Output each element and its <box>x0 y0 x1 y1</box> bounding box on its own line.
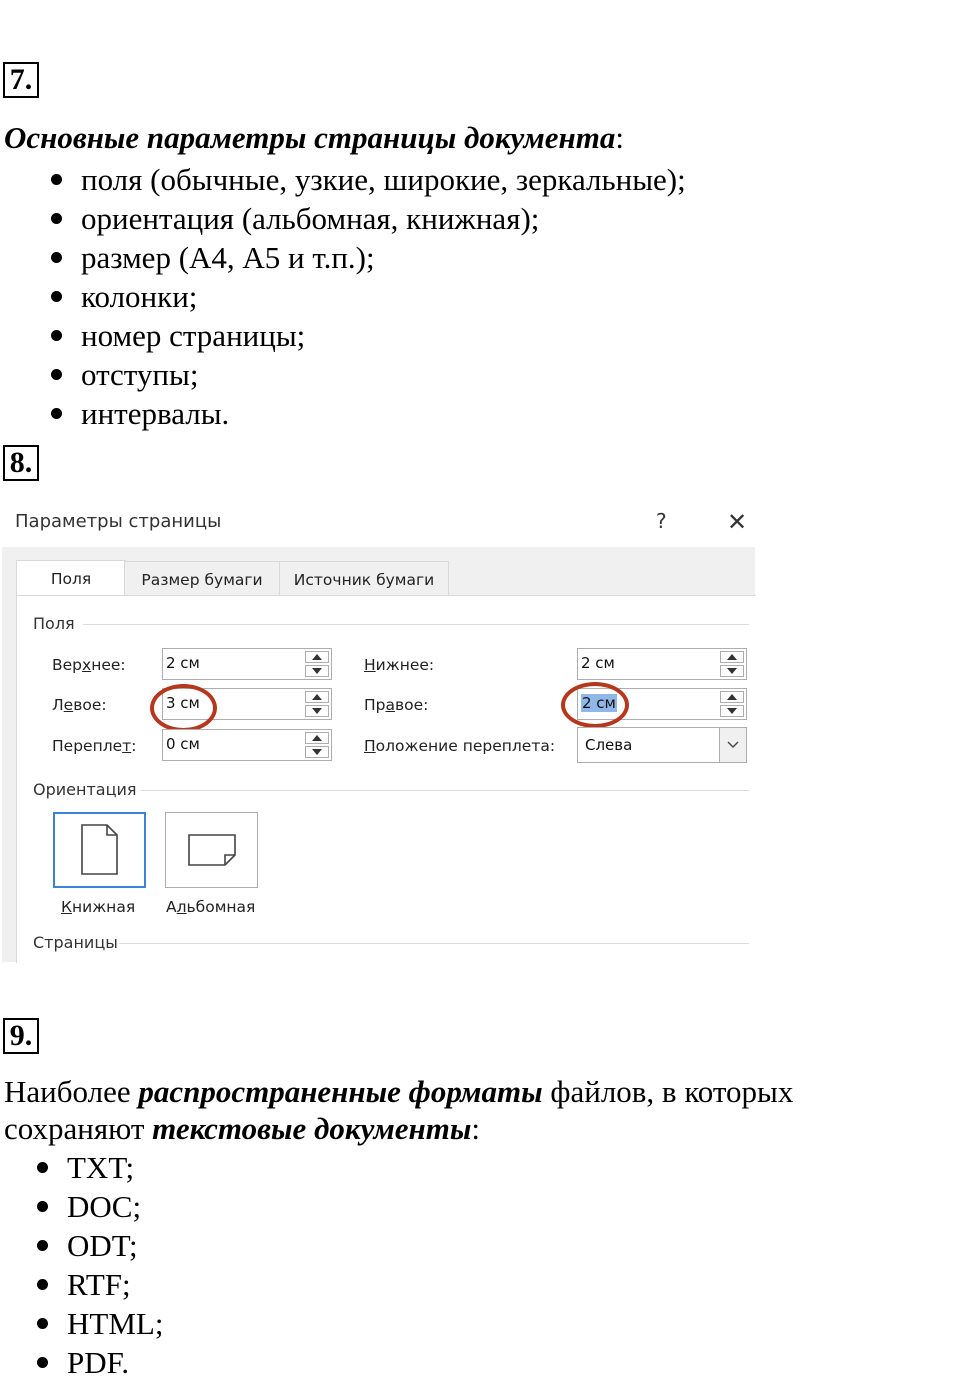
margins-panel <box>16 595 756 963</box>
gutter-position-value[interactable]: Слева <box>585 736 633 754</box>
close-icon[interactable]: ✕ <box>727 508 748 536</box>
left-margin-value[interactable]: 3 см <box>166 694 200 712</box>
paragraph-text: Наиболее <box>4 1074 139 1109</box>
arrow-up-icon[interactable] <box>720 691 744 703</box>
arrow-up-icon[interactable] <box>720 651 744 663</box>
arrow-up-icon[interactable] <box>305 651 329 663</box>
left-margin-label: Левое: <box>52 696 107 714</box>
section-7-heading-colon: : <box>615 120 624 155</box>
right-margin-spinner[interactable] <box>577 688 747 720</box>
gutter-value[interactable]: 0 см <box>166 735 200 753</box>
portrait-button[interactable] <box>53 812 146 888</box>
group-divider <box>119 943 749 944</box>
paragraph-text: : <box>471 1111 481 1146</box>
arrow-down-icon[interactable] <box>305 746 329 758</box>
page-setup-dialog <box>0 500 760 962</box>
spinner-arrows <box>305 691 329 717</box>
arrow-down-icon[interactable] <box>720 665 744 677</box>
list-item: RTF; <box>67 1265 163 1304</box>
page-parameters-list <box>81 160 686 433</box>
orientation-group-label: Ориентация <box>33 780 137 799</box>
list-item: размер (А4, А5 и т.п.); <box>81 238 686 277</box>
dialog-title: Параметры страницы <box>15 511 222 532</box>
spinner-arrows <box>305 651 329 677</box>
portrait-page-icon <box>55 814 144 886</box>
dialog-body <box>2 547 755 962</box>
gutter-position-label: Положение переплета: <box>364 737 556 755</box>
gutter-position-select[interactable] <box>577 727 747 763</box>
list-item: DOC; <box>67 1187 163 1226</box>
right-margin-label: Правое: <box>364 696 429 714</box>
top-margin-label: Верхнее: <box>52 656 126 674</box>
section-number-7: 7. <box>3 62 39 98</box>
list-item: PDF. <box>67 1343 163 1382</box>
list-item: поля (обычные, узкие, широкие, зеркальные); <box>81 162 686 197</box>
group-divider <box>83 624 749 625</box>
gutter-spinner[interactable] <box>162 729 332 761</box>
arrow-down-icon[interactable] <box>305 665 329 677</box>
arrow-down-icon[interactable] <box>720 705 744 717</box>
top-margin-spinner[interactable] <box>162 648 332 680</box>
paragraph-text: сохраняют <box>4 1111 153 1146</box>
arrow-up-icon[interactable] <box>305 691 329 703</box>
section-7-heading-bold: Основные параметры страницы документа <box>4 120 616 155</box>
paragraph-bold: текстовые документы <box>152 1111 472 1146</box>
right-margin-value[interactable]: 2 см <box>582 694 616 712</box>
tab-margins[interactable]: Поля <box>16 560 126 598</box>
portrait-label: Книжная <box>61 898 136 916</box>
bottom-margin-spinner[interactable] <box>577 648 747 680</box>
left-margin-spinner[interactable] <box>162 688 332 720</box>
spinner-arrows <box>305 732 329 758</box>
paragraph-text: файлов, в которых <box>542 1074 794 1109</box>
landscape-page-icon <box>166 813 257 887</box>
list-item: интервалы. <box>81 394 686 433</box>
section-9-paragraph <box>4 1073 944 1147</box>
section-number-9: 9. <box>3 1018 39 1054</box>
group-divider <box>141 790 749 791</box>
gutter-label: Переплет: <box>52 737 137 755</box>
list-item: ориентация (альбомная, книжная); <box>81 199 686 238</box>
section-number-8: 8. <box>3 445 39 481</box>
top-margin-value[interactable]: 2 см <box>166 654 200 672</box>
list-item: TXT; <box>67 1148 163 1187</box>
spinner-arrows <box>720 651 744 677</box>
margins-group-label: Поля <box>33 614 75 633</box>
list-item: ODT; <box>67 1226 163 1265</box>
landscape-label: Альбомная <box>166 898 256 916</box>
spinner-arrows <box>720 691 744 717</box>
tab-paper-source[interactable]: Источник бумаги <box>279 561 449 597</box>
arrow-up-icon[interactable] <box>305 732 329 744</box>
tab-paper-size[interactable]: Размер бумаги <box>124 561 280 597</box>
list-item: HTML; <box>67 1306 164 1341</box>
chevron-down-icon[interactable] <box>719 728 746 762</box>
pages-group-label: Страницы <box>33 933 118 952</box>
section-7-heading <box>4 120 624 156</box>
paragraph-bold: распространенные форматы <box>138 1074 543 1109</box>
arrow-down-icon[interactable] <box>305 705 329 717</box>
help-icon[interactable]: ? <box>656 509 667 533</box>
bottom-margin-value[interactable]: 2 см <box>581 654 615 672</box>
bottom-margin-label: Нижнее: <box>364 656 435 674</box>
landscape-button[interactable] <box>165 812 258 888</box>
list-item: номер страницы; <box>81 316 686 355</box>
file-formats-list <box>67 1148 163 1382</box>
list-item: колонки; <box>81 277 686 316</box>
list-item: отступы; <box>81 355 686 394</box>
